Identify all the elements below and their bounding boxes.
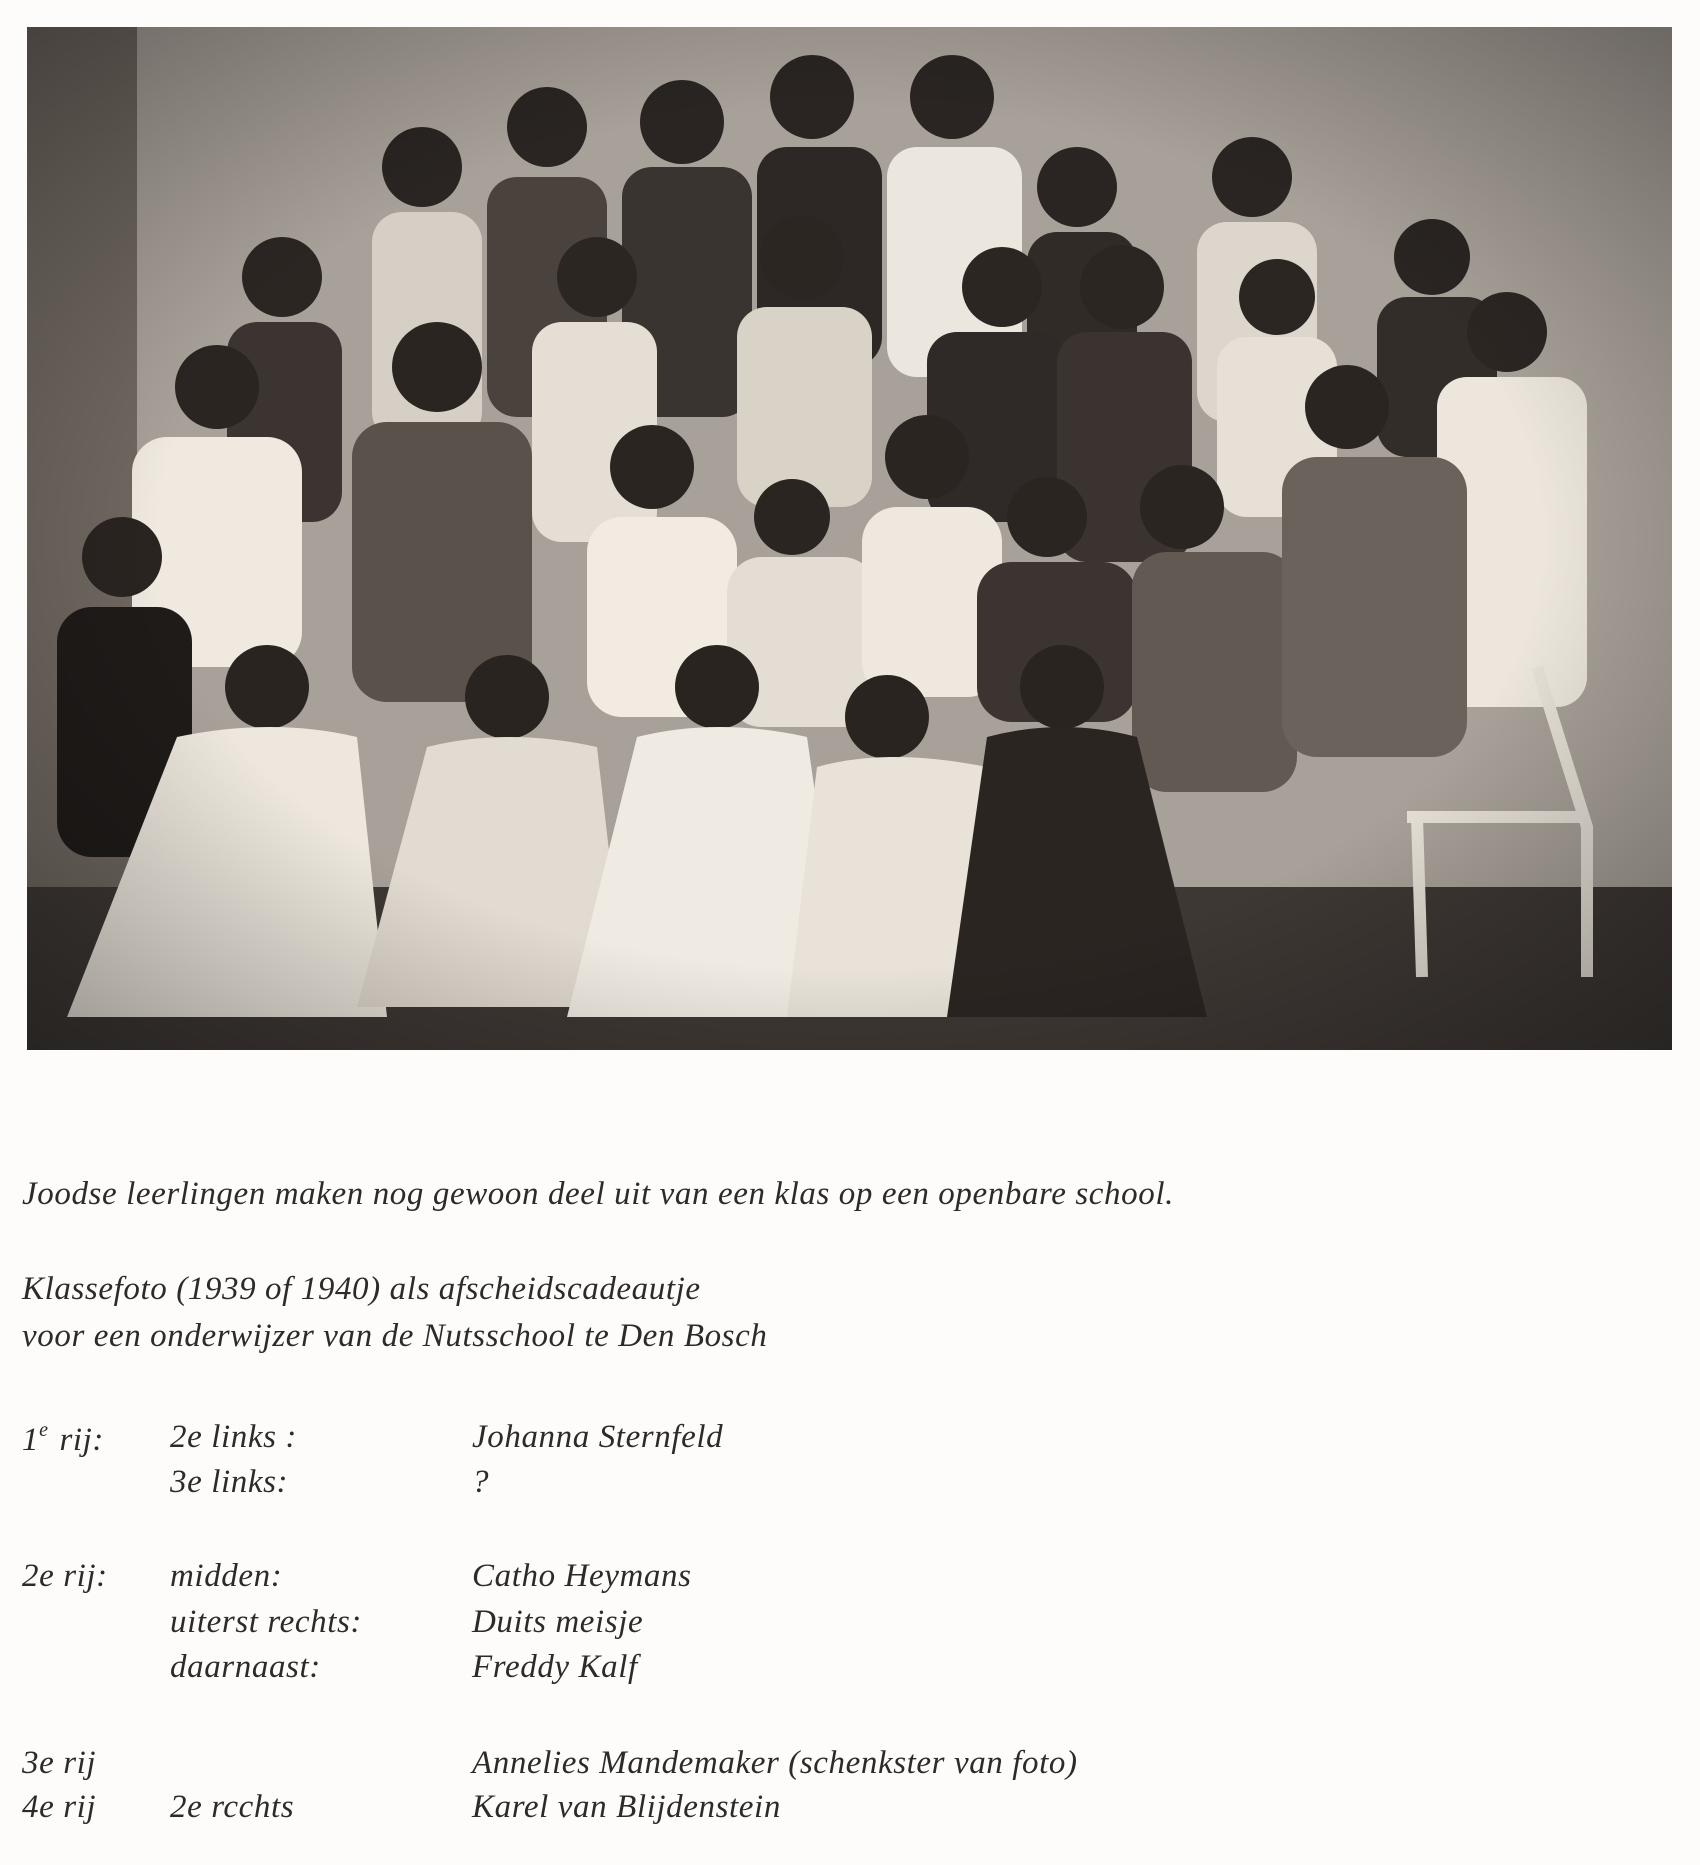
row-4-label: 4e rij: [22, 1789, 97, 1825]
row-2-position-1: midden:: [170, 1558, 283, 1594]
row-1-position-1: 2e links :: [170, 1419, 297, 1455]
row-3-label: 3e rij: [22, 1745, 97, 1781]
row-1-name-1: Johanna Sternfeld: [472, 1419, 724, 1455]
row-2-label: 2e rij:: [22, 1558, 108, 1594]
row-1-position-2: 3e links:: [170, 1464, 289, 1500]
row-1-name-2: ?: [472, 1464, 490, 1500]
row-1-label: 1e rij:: [22, 1419, 105, 1458]
row-2-name-1: Catho Heymans: [472, 1558, 692, 1594]
class-photo-image: [27, 27, 1672, 1050]
row-4-name: Karel van Blijdenstein: [472, 1789, 781, 1825]
caption-intro: Joodse leerlingen maken nog gewoon deel uit van een klas op een openbare school.: [22, 1176, 1174, 1212]
row-2-position-3: daarnaast:: [170, 1649, 321, 1685]
row-2-position-2: uiterst rechts:: [170, 1604, 362, 1640]
row-2-name-3: Freddy Kalf: [472, 1649, 638, 1685]
caption-photo-title: Klassefoto (1939 of 1940) als afscheidscadeautje: [22, 1271, 701, 1307]
class-photo: [27, 27, 1672, 1050]
caption-photo-subtitle: voor een onderwijzer van de Nutsschool te Den Bosch: [22, 1318, 768, 1354]
row-2-name-2: Duits meisje: [472, 1604, 644, 1640]
row-3-name: Annelies Mandemaker (schenkster van foto): [472, 1745, 1078, 1781]
row-4-position: 2e rcchts: [170, 1789, 295, 1825]
